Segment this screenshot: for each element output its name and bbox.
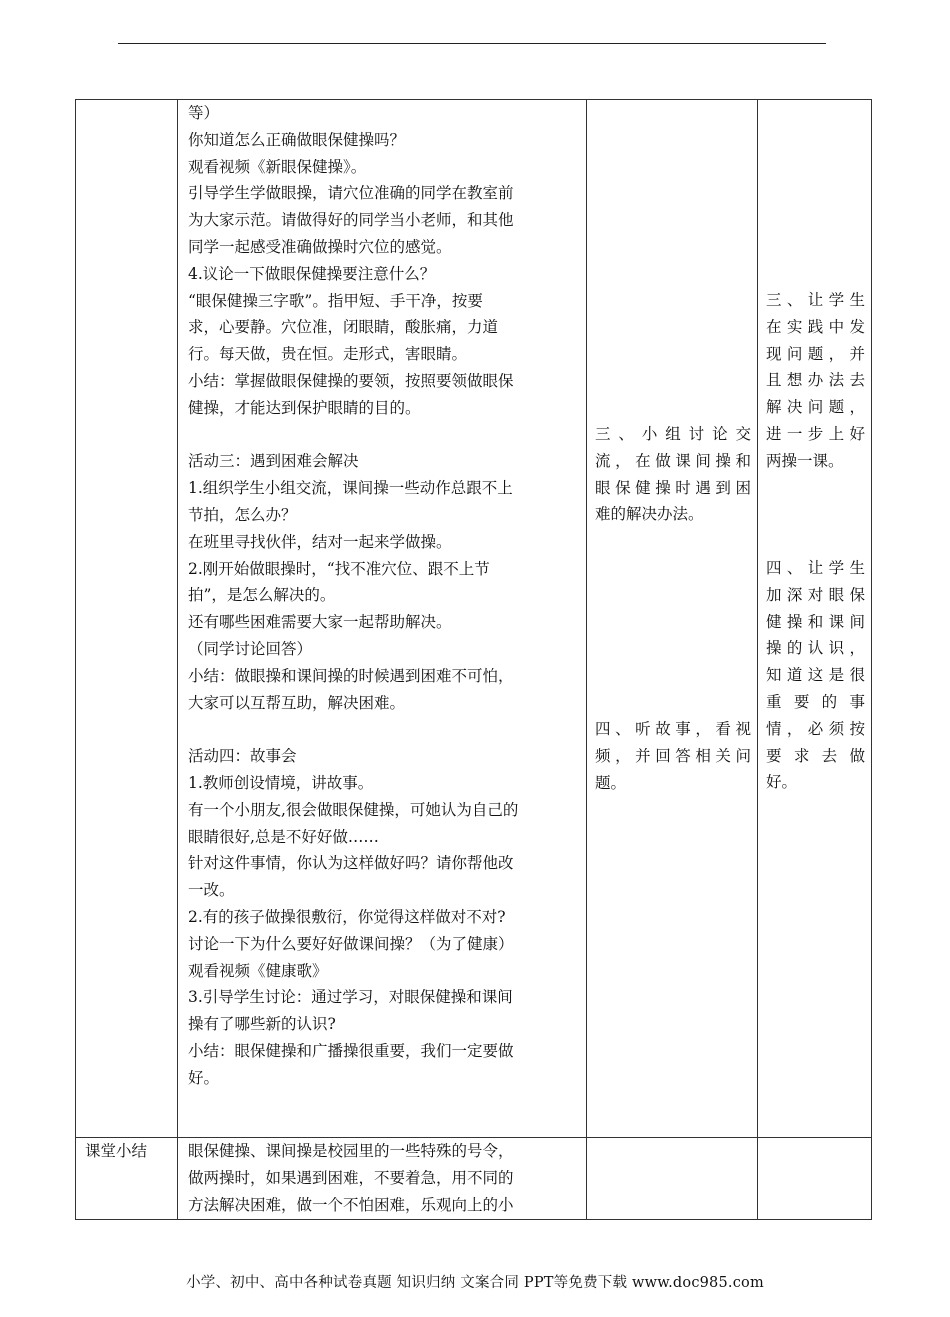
footer-text: 小学、初中、高中各种试卷真题 知识归纳 文案合同 PPT等免费下载 www.doc985.com xyxy=(186,1275,764,1291)
activity-line: 健操，才能达到保护眼睛的目的。 xyxy=(188,398,421,417)
activity-line: 2.有的孩子做操很敷衍，你觉得这样做对不对? xyxy=(188,907,506,926)
activity-line: 讨论一下为什么要好好做课间操？（为了健康） xyxy=(188,934,514,953)
activity-line: 活动三：遇到困难会解决 xyxy=(188,452,359,471)
summary-label-cell xyxy=(76,1138,178,1220)
design-intent-line: 在实践中发 xyxy=(766,317,865,336)
activity-line: 行。每天做，贵在恒。走形式，害眼睛。 xyxy=(188,345,468,364)
design-intent-line: 操的认识， xyxy=(766,639,865,658)
summary-line: 方法解决困难，做一个不怕困难，乐观向上的小 xyxy=(188,1195,514,1214)
activity-line: 拍”，是怎么解决的。 xyxy=(188,586,336,605)
activity-line: 小结：眼保健操和广播操很重要，我们一定要做 xyxy=(188,1041,514,1060)
summary-empty-cell-4 xyxy=(758,1138,872,1220)
design-intent-line: 要求去做 xyxy=(766,746,865,765)
summary-empty-cell-3 xyxy=(587,1138,758,1220)
activity-line: 在班里寻找伙伴，结对一起来学做操。 xyxy=(188,532,452,551)
activity-line xyxy=(188,422,578,449)
activity-line: 一改。 xyxy=(188,881,235,900)
design-intent-line: 解决问题， xyxy=(766,398,865,417)
student-activity-line: 四、听故事，看视 xyxy=(595,720,751,738)
activity-line: 大家可以互帮互助，解决困难。 xyxy=(188,693,406,712)
design-intent-line: 情，必须按 xyxy=(766,719,865,738)
activity-line: 求，心要静。穴位准，闭眼睛，酸胀痛，力道 xyxy=(188,318,499,337)
design-intent-line: 好。 xyxy=(766,773,798,792)
summary-text xyxy=(178,1138,586,1218)
activity-line: 等） xyxy=(188,104,220,122)
summary-line: 做两操时，如果遇到困难，不要着急，用不同的 xyxy=(188,1168,514,1187)
activity-line: 小结：掌握做眼保健操的要领，按照要领做眼保 xyxy=(188,371,514,390)
student-activity-3 xyxy=(595,421,751,528)
activity-line: 为大家示范。请做得好的同学当小老师，和其他 xyxy=(188,211,514,230)
student-activity-line: 流，在做课间操和 xyxy=(595,451,751,470)
student-activity-line: 难的解决办法。 xyxy=(595,505,704,524)
summary-label: 课堂小结 xyxy=(85,1142,148,1160)
activity-line: 1.组织学生小组交流，课间操一些动作总跟不上 xyxy=(188,479,513,498)
activity-line: 你知道怎么正确做眼保健操吗？ xyxy=(188,130,406,149)
activity-line: 节拍，怎么办？ xyxy=(188,505,297,524)
header-rule xyxy=(118,43,826,44)
design-intent-line: 两操一课。 xyxy=(766,451,844,470)
student-activity-line: 频，并回答相关问 xyxy=(595,746,751,765)
summary-text-cell xyxy=(178,1138,587,1220)
activity-line: 眼睛很好,总是不好好做…… xyxy=(188,827,379,846)
student-activity-line: 题。 xyxy=(595,773,627,792)
design-intent-line: 现问题，并 xyxy=(766,344,865,363)
design-intent-line: 加深对眼保 xyxy=(766,585,865,604)
student-activity-line: 眼保健操时遇到困 xyxy=(595,478,751,497)
activity-line: 针对这件事情，你认为这样做好吗？请你帮他改 xyxy=(188,854,514,873)
activity-line: 好。 xyxy=(188,1068,220,1087)
activity-line: 小结：做眼操和课间操的时候遇到困难不可怕， xyxy=(188,666,514,685)
design-intent-cell xyxy=(758,100,872,1138)
table-row-summary xyxy=(76,1138,872,1220)
activity-line: 观看视频《健康歌》 xyxy=(188,961,328,980)
teacher-activity-cell xyxy=(178,100,587,1138)
design-intent-3 xyxy=(766,287,865,475)
row-label-cell-empty xyxy=(76,100,178,1138)
student-activity-line: 三、小组讨论交 xyxy=(595,425,751,443)
activity-line: 引导学生学做眼操，请穴位准确的同学在教室前 xyxy=(188,184,514,203)
activity-line: 同学一起感受准确做操时穴位的感觉。 xyxy=(188,237,452,256)
design-intent-line: 重要的事 xyxy=(766,692,865,711)
design-intent-line: 三、让学生 xyxy=(766,291,865,309)
table-row-activities xyxy=(76,100,872,1138)
lesson-plan-table xyxy=(75,99,872,1220)
activity-line: 操有了哪些新的认识? xyxy=(188,1015,336,1034)
design-intent-line: 知道这是很 xyxy=(766,666,865,685)
activity-line: 观看视频《新眼保健操》。 xyxy=(188,157,367,176)
activity-line: “眼保健操三字歌”。指甲短、手干净，按要 xyxy=(188,291,483,310)
activity-line: 4.议论一下做眼保健操要注意什么？ xyxy=(188,264,436,283)
design-intent-line: 四、让学生 xyxy=(766,559,865,577)
activity-line: 2.刚开始做眼操时，“找不准穴位、跟不上节 xyxy=(188,559,490,578)
activity-line: （同学讨论回答） xyxy=(188,639,313,658)
summary-line: 眼保健操、课间操是校园里的一些特殊的号令， xyxy=(188,1142,514,1160)
design-intent-line: 进一步上好 xyxy=(766,424,865,443)
activity-line: 3.引导学生讨论：通过学习，对眼保健操和课间 xyxy=(188,988,513,1007)
design-intent-4 xyxy=(766,555,865,796)
design-intent-line: 且想办法去 xyxy=(766,371,865,390)
activity-line: 1.教师创设情境，讲故事。 xyxy=(188,773,374,792)
student-activity-4 xyxy=(595,716,751,796)
design-intent-line: 健操和课间 xyxy=(766,612,865,631)
activity-line: 活动四：故事会 xyxy=(188,747,297,766)
activity-line: 有一个小朋友,很会做眼保健操，可她认为自己的 xyxy=(188,800,519,819)
student-activity-cell xyxy=(587,100,758,1138)
activity-line xyxy=(188,716,578,743)
activity-line: 还有哪些困难需要大家一起帮助解决。 xyxy=(188,613,452,632)
teacher-activity-text xyxy=(178,100,586,1091)
